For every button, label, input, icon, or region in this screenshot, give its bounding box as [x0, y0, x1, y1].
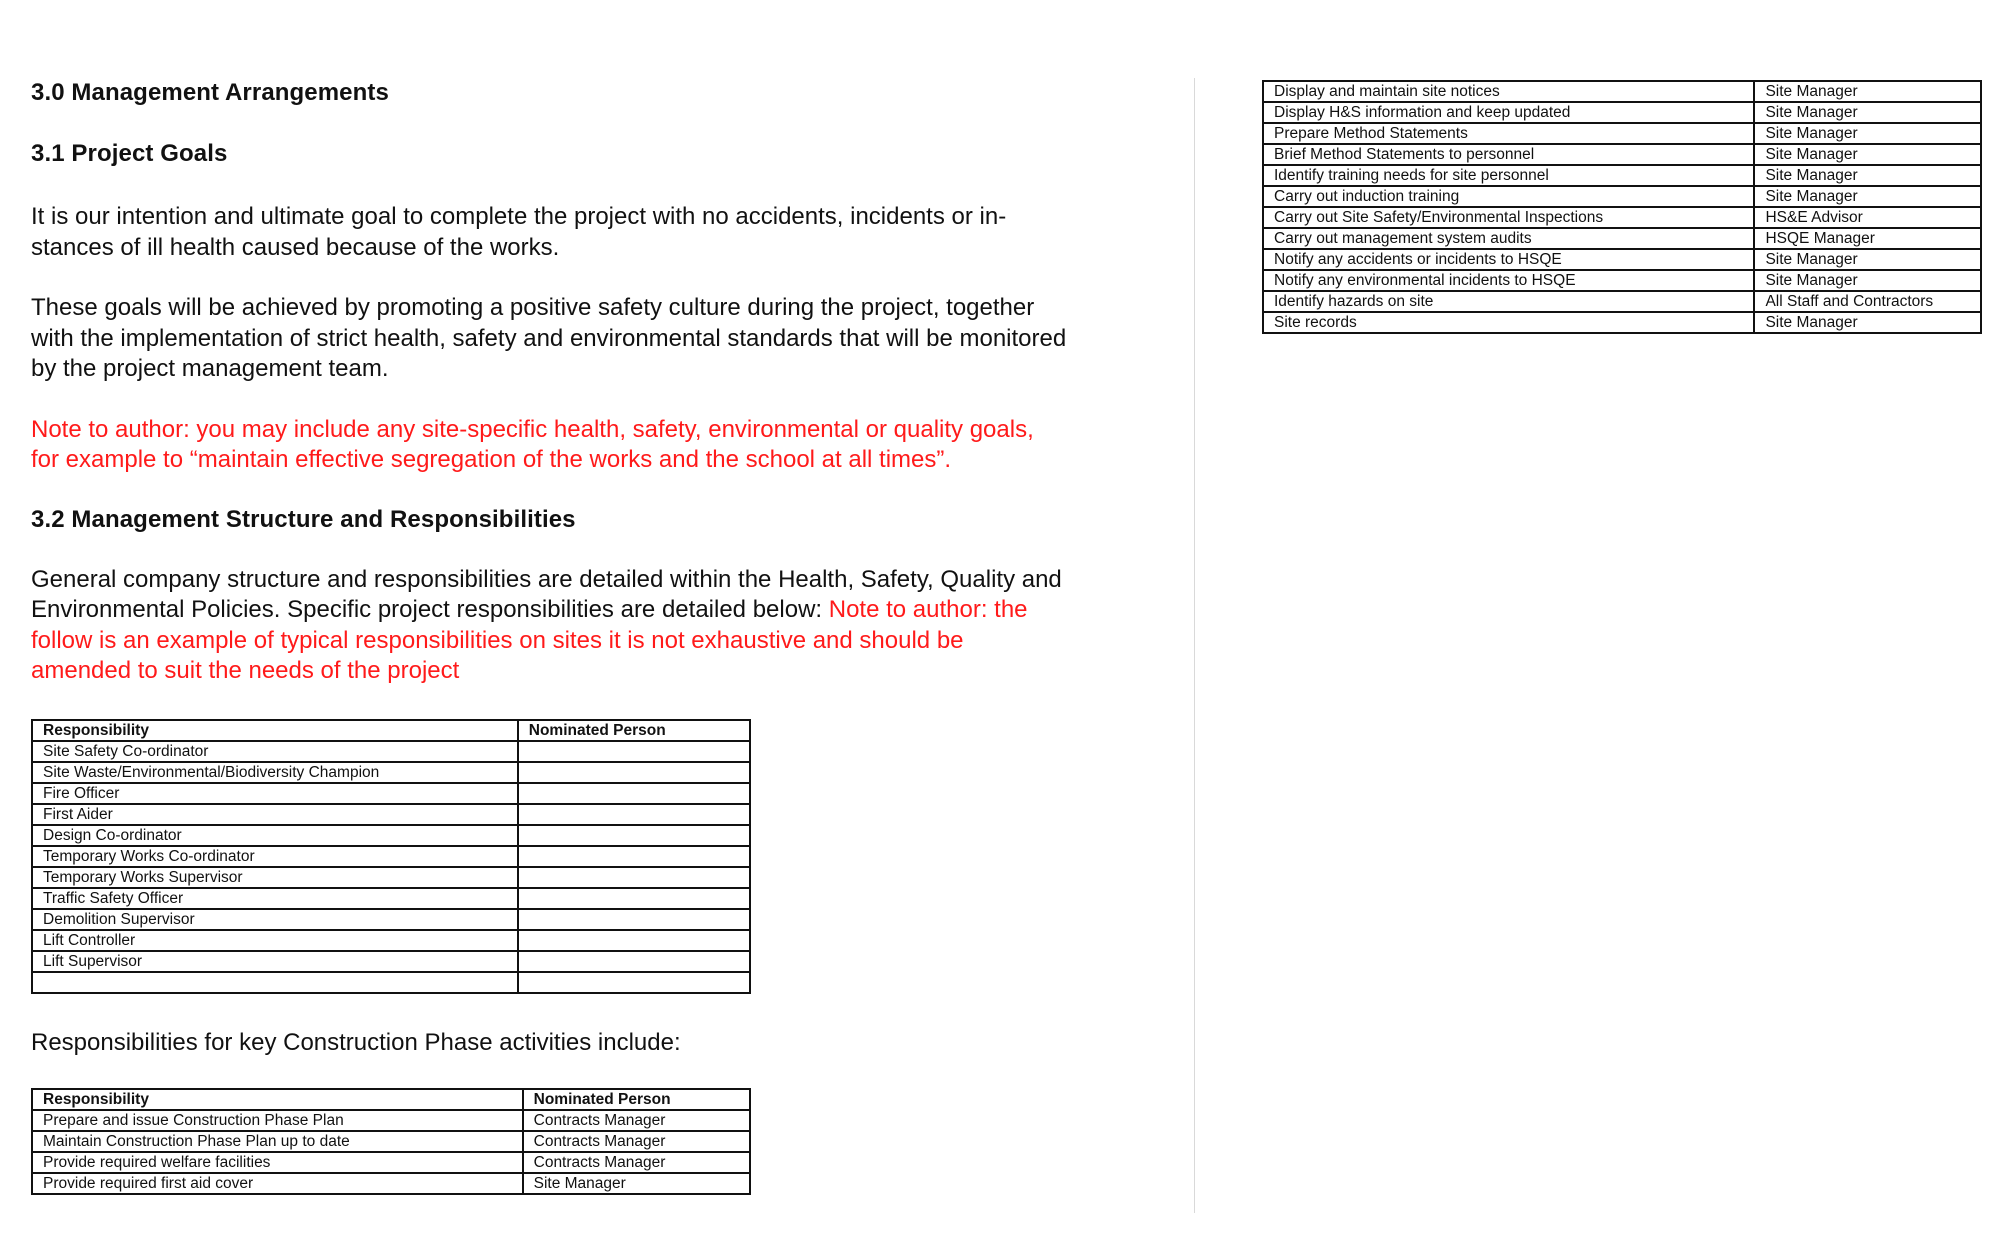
- table-header-cell: Nominated Person: [523, 1089, 750, 1110]
- table-cell: Notify any environmental incidents to HSQE: [1263, 270, 1754, 291]
- note-to-author-responsibilities: Note to author: the: [828, 596, 1028, 623]
- note-responsibilities-line2: follow is an example of typical responsibilities on sites it is not exhaustive and should be: [31, 626, 964, 654]
- paragraph-goal: [31, 202, 1141, 263]
- table-row: [1263, 312, 1981, 333]
- table-header-row: [32, 1089, 750, 1110]
- site-responsibilities-table: [1262, 80, 1982, 334]
- note-goals-line2: for example to “maintain effective segregation of the works and the school at all times”.: [31, 446, 952, 473]
- table-cell: Site Waste/Environmental/Biodiversity Champion: [32, 762, 518, 783]
- construction-activities-table: [31, 1088, 751, 1195]
- table-row: [32, 846, 750, 867]
- nominated-roles-table: [31, 719, 751, 994]
- table-row: [1263, 249, 1981, 270]
- table-row: [32, 783, 750, 804]
- paragraph-safety-line2: with the implementation of strict health, safety and environmental standards that will be monitored: [31, 324, 1067, 352]
- table-row: [1263, 81, 1981, 102]
- table-cell: Identify hazards on site: [1263, 291, 1754, 312]
- table-row: [32, 1110, 750, 1131]
- table-cell: Prepare and issue Construction Phase Plan: [32, 1110, 523, 1131]
- table-cell: [518, 888, 750, 909]
- table-row: [1263, 123, 1981, 144]
- table-cell: [518, 783, 750, 804]
- table-cell: First Aider: [32, 804, 518, 825]
- table-cell: Site records: [1263, 312, 1754, 333]
- table-cell: Site Safety Co-ordinator: [32, 741, 518, 762]
- table-row: [32, 909, 750, 930]
- table-cell: Notify any accidents or incidents to HSQE: [1263, 249, 1754, 270]
- note-goals-line1: Note to author: you may include any site-specific health, safety, environmental or quality goals,: [31, 415, 1034, 443]
- table-row: [32, 930, 750, 951]
- heading-project-goals: 3.1 Project Goals: [31, 140, 228, 167]
- table-header-row: [32, 720, 750, 741]
- table-cell: Demolition Supervisor: [32, 909, 518, 930]
- table-cell: Contracts Manager: [523, 1131, 750, 1152]
- table-row: [1263, 270, 1981, 291]
- table-cell: Temporary Works Supervisor: [32, 867, 518, 888]
- paragraph-structure-line2: Environmental Policies. Specific project responsibilities are detailed below:: [31, 596, 829, 623]
- table-cell: Identify training needs for site personnel: [1263, 165, 1754, 186]
- table-row: [32, 741, 750, 762]
- paragraph-company-structure: [31, 565, 1141, 687]
- table-cell: Display H&S information and keep updated: [1263, 102, 1754, 123]
- table-cell: Lift Supervisor: [32, 951, 518, 972]
- table-cell: [518, 846, 750, 867]
- table-cell: Traffic Safety Officer: [32, 888, 518, 909]
- table-cell: [518, 972, 750, 993]
- table-cell: Display and maintain site notices: [1263, 81, 1754, 102]
- table-cell: Lift Controller: [32, 930, 518, 951]
- table-row: [1263, 102, 1981, 123]
- table-cell: Site Manager: [1754, 312, 1981, 333]
- table-cell: Design Co-ordinator: [32, 825, 518, 846]
- table-cell: Carry out management system audits: [1263, 228, 1754, 249]
- table-row: [32, 762, 750, 783]
- table-header-cell: Responsibility: [32, 1089, 523, 1110]
- table-cell: Provide required welfare facilities: [32, 1152, 523, 1173]
- table-cell: Temporary Works Co-ordinator: [32, 846, 518, 867]
- table-row: [1263, 144, 1981, 165]
- table-cell: Carry out induction training: [1263, 186, 1754, 207]
- table-row: [1263, 186, 1981, 207]
- table-row: [32, 867, 750, 888]
- table-row: [32, 1173, 750, 1194]
- table-cell: HSQE Manager: [1754, 228, 1981, 249]
- table-row: [32, 888, 750, 909]
- paragraph-goal-line1: It is our intention and ultimate goal to complete the project with no accidents, incidents or in-: [31, 203, 1007, 230]
- table-cell: Maintain Construction Phase Plan up to date: [32, 1131, 523, 1152]
- paragraph-key-activities: Responsibilities for key Construction Phase activities include:: [31, 1028, 681, 1056]
- table-cell: [518, 930, 750, 951]
- heading-management-structure: 3.2 Management Structure and Responsibilities: [31, 505, 576, 533]
- table-cell: Site Manager: [1754, 249, 1981, 270]
- table-header-cell: Responsibility: [32, 720, 518, 741]
- paragraph-structure-line1: General company structure and responsibilities are detailed within the Health, Safety, Quality and: [31, 565, 1062, 593]
- table-row: [1263, 207, 1981, 228]
- paragraph-safety-culture: [31, 293, 1141, 385]
- table-cell: [518, 762, 750, 783]
- right-column: [1262, 80, 1982, 334]
- table-header-cell: Nominated Person: [518, 720, 750, 741]
- paragraph-safety-line1: These goals will be achieved by promoting a positive safety culture during the project, together: [31, 294, 1035, 321]
- table-cell: Site Manager: [1754, 186, 1981, 207]
- table-row: [32, 972, 750, 993]
- table-cell: Provide required first aid cover: [32, 1173, 523, 1194]
- table-cell: Site Manager: [1754, 81, 1981, 102]
- heading-management-arrangements: 3.0 Management Arrangements: [31, 79, 389, 106]
- table-cell: [518, 741, 750, 762]
- left-column: [31, 78, 1141, 1195]
- table-cell: [518, 951, 750, 972]
- table-cell: Fire Officer: [32, 783, 518, 804]
- column-divider: [1194, 78, 1195, 1213]
- table-cell: [518, 909, 750, 930]
- table-cell: Site Manager: [1754, 102, 1981, 123]
- table-cell: All Staff and Contractors: [1754, 291, 1981, 312]
- table-cell: Contracts Manager: [523, 1110, 750, 1131]
- note-to-author-goals: [31, 415, 1141, 476]
- table-row: [32, 1152, 750, 1173]
- table-cell: [32, 972, 518, 993]
- table-row: [32, 1131, 750, 1152]
- table-cell: [518, 867, 750, 888]
- paragraph-goal-line2: stances of ill health caused because of the works.: [31, 233, 560, 261]
- table-row: [32, 951, 750, 972]
- table-row: [32, 804, 750, 825]
- table-row: [1263, 228, 1981, 249]
- table-cell: Brief Method Statements to personnel: [1263, 144, 1754, 165]
- table-cell: [518, 804, 750, 825]
- table-cell: Site Manager: [1754, 123, 1981, 144]
- table-row: [32, 825, 750, 846]
- table-cell: Site Manager: [1754, 144, 1981, 165]
- table-cell: Site Manager: [1754, 270, 1981, 291]
- table-cell: Contracts Manager: [523, 1152, 750, 1173]
- table-cell: [518, 825, 750, 846]
- table-cell: Carry out Site Safety/Environmental Inspections: [1263, 207, 1754, 228]
- table-cell: HS&E Advisor: [1754, 207, 1981, 228]
- table-cell: Site Manager: [1754, 165, 1981, 186]
- table-cell: Prepare Method Statements: [1263, 123, 1754, 144]
- table-cell: Site Manager: [523, 1173, 750, 1194]
- table-row: [1263, 165, 1981, 186]
- table-row: [1263, 291, 1981, 312]
- note-responsibilities-line3: amended to suit the needs of the project: [31, 657, 460, 684]
- paragraph-safety-line3: by the project management team.: [31, 355, 389, 382]
